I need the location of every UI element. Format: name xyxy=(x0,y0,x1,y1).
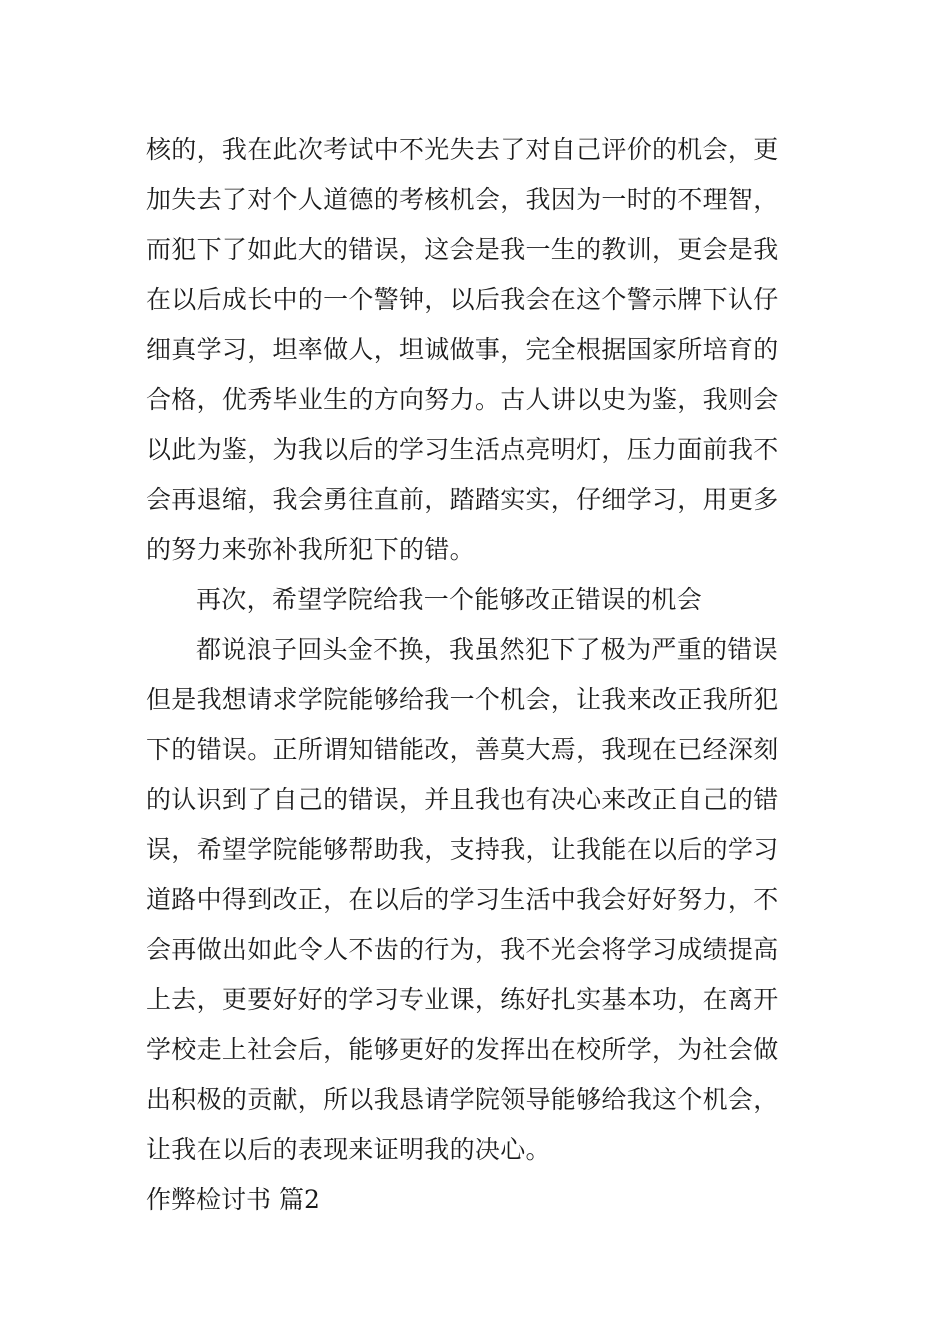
text-line: 让我在以后的表现来证明我的决心。 xyxy=(146,1135,551,1164)
text-line: 细真学习，坦率做人，坦诚做事，完全根据国家所培育的 xyxy=(146,335,779,364)
text-line: 学校走上社会后，能够更好的发挥出在校所学，为社会做 xyxy=(146,1035,779,1064)
text-line: 再次，希望学院给我一个能够改正错误的机会 xyxy=(196,585,703,614)
text-line: 都说浪子回头金不换，我虽然犯下了极为严重的错误 xyxy=(196,635,778,664)
text-line: 而犯下了如此大的错误，这会是我一生的教训，更会是我 xyxy=(146,235,779,264)
section-heading: 作弊检讨书 篇2 xyxy=(146,1185,320,1214)
text-line: 合格，优秀毕业生的方向努力。古人讲以史为鉴，我则会 xyxy=(146,385,779,414)
text-line: 以此为鉴，为我以后的学习生活点亮明灯，压力面前我不 xyxy=(146,435,779,464)
text-line: 的努力来弥补我所犯下的错。 xyxy=(146,535,475,564)
text-line: 在以后成长中的一个警钟，以后我会在这个警示牌下认仔 xyxy=(146,285,779,314)
text-line: 的认识到了自己的错误，并且我也有决心来改正自己的错 xyxy=(146,785,779,814)
text-line: 但是我想请求学院能够给我一个机会，让我来改正我所犯 xyxy=(146,685,779,714)
text-line: 加失去了对个人道德的考核机会，我因为一时的不理智， xyxy=(146,185,779,214)
text-line: 道路中得到改正，在以后的学习生活中我会好好努力，不 xyxy=(146,885,779,914)
text-line: 核的，我在此次考试中不光失去了对自己评价的机会，更 xyxy=(146,135,779,164)
text-line: 误，希望学院能够帮助我，支持我，让我能在以后的学习 xyxy=(146,835,779,864)
text-line: 出积极的贡献，所以我恳请学院领导能够给我这个机会， xyxy=(146,1085,779,1114)
text-line: 会再做出如此令人不齿的行为，我不光会将学习成绩提高 xyxy=(146,935,779,964)
text-line: 会再退缩，我会勇往直前，踏踏实实，仔细学习，用更多 xyxy=(146,485,779,514)
text-line: 下的错误。正所谓知错能改，善莫大焉，我现在已经深刻 xyxy=(146,735,779,764)
text-line: 上去，更要好好的学习专业课，练好扎实基本功，在离开 xyxy=(146,985,779,1014)
